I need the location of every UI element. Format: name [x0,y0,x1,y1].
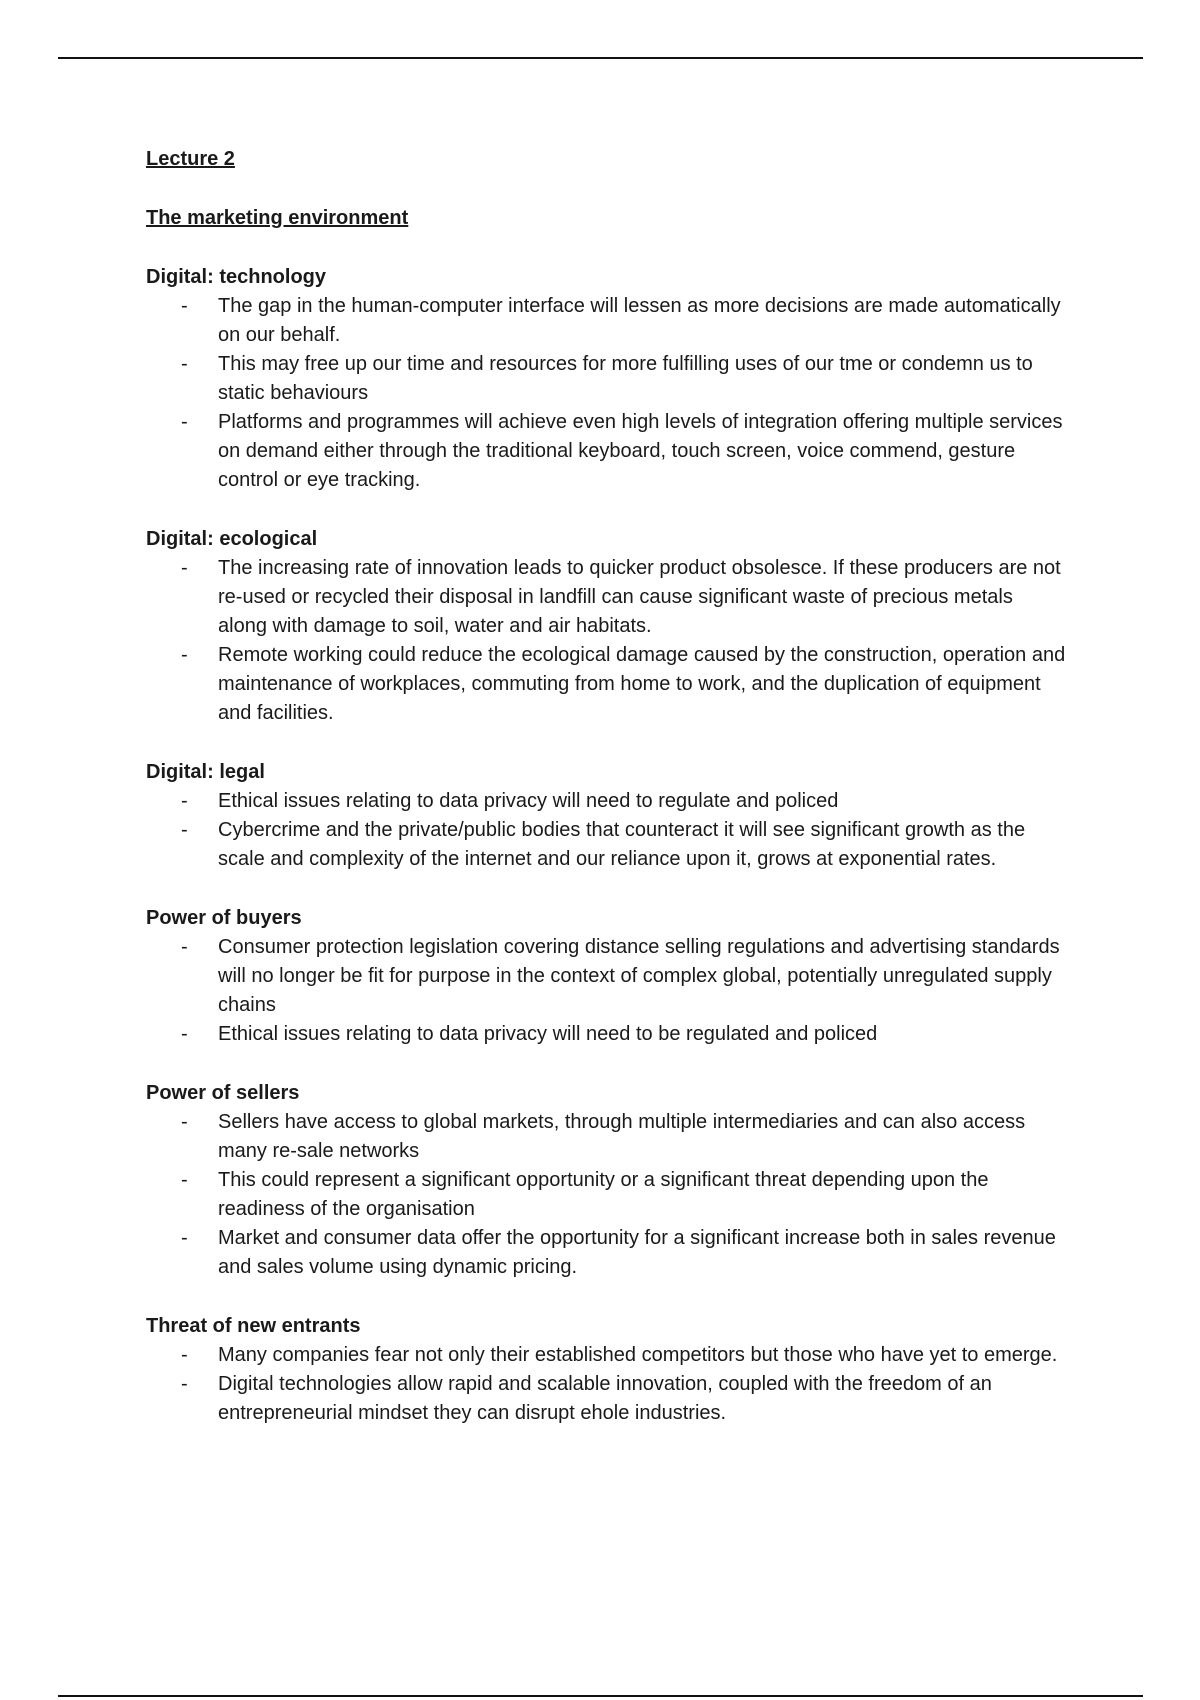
section-heading: Threat of new entrants [146,1315,361,1337]
bullet-text: The increasing rate of innovation leads to quicker product obsolesce. If these producers are not re-used or recycled their disposal in landfill can cause significant waste of precious metals along with damage to soil, water and air habitats. [218,557,1061,637]
bullet-dash-icon: - [181,295,188,317]
bullet-list [146,933,1066,1049]
bullet-dash-icon: - [181,1169,188,1191]
sections-container [146,263,1066,1428]
bullet-item [146,554,1066,641]
bullet-item [146,1020,1066,1049]
bullet-list [146,1108,1066,1282]
bullet-item [146,350,1066,408]
bullet-dash-icon: - [181,819,188,841]
bullet-dash-icon: - [181,353,188,375]
bullet-text: Ethical issues relating to data privacy will need to regulate and policed [218,790,839,812]
section [146,263,1066,495]
bullet-text: Remote working could reduce the ecological damage caused by the construction, operation and maintenance of workplaces, commuting from home to work, and the duplication of equipment and facilities. [218,644,1066,724]
bullet-text: Sellers have access to global markets, through multiple intermediaries and can also access many re-sale networks [218,1111,1026,1162]
bullet-item [146,408,1066,495]
bullet-text: This may free up our time and resources for more fulfilling uses of our tme or condemn us to static behaviours [218,353,1033,404]
page-subtitle: The marketing environment [146,207,409,229]
bullet-text: Cybercrime and the private/public bodies that counteract it will see significant growth as the scale and complexity of the internet and our reliance upon it, grows at exponential rates. [218,819,1026,870]
bullet-item [146,1108,1066,1166]
bullet-list [146,554,1066,728]
bullet-text: Many companies fear not only their established competitors but those who have yet to emerge. [218,1344,1058,1366]
bullet-item [146,1370,1066,1428]
section [146,758,1066,874]
bullet-text: Consumer protection legislation covering distance selling regulations and advertising standards will no longer be fit for purpose in the context of complex global, potentially unregulated supply chains [218,936,1060,1016]
footer-rule [58,1695,1143,1697]
bullet-dash-icon: - [181,1344,188,1366]
section [146,904,1066,1049]
bullet-item [146,292,1066,350]
section-heading: Digital: legal [146,761,265,783]
section-heading: Power of sellers [146,1082,300,1104]
bullet-dash-icon: - [181,1227,188,1249]
bullet-dash-icon: - [181,1023,188,1045]
bullet-item [146,1341,1066,1370]
document-body [146,145,1066,1458]
bullet-text: Ethical issues relating to data privacy will need to be regulated and policed [218,1023,878,1045]
bullet-dash-icon: - [181,936,188,958]
section [146,1079,1066,1282]
bullet-text: This could represent a significant opportunity or a significant threat depending upon the readiness of the organisation [218,1169,989,1220]
bullet-dash-icon: - [181,411,188,433]
bullet-dash-icon: - [181,1373,188,1395]
bullet-item [146,816,1066,874]
section-heading: Digital: ecological [146,528,318,550]
header-rule [58,57,1143,59]
bullet-text: The gap in the human-computer interface will lessen as more decisions are made automatically on our behalf. [218,295,1061,346]
bullet-text: Platforms and programmes will achieve even high levels of integration offering multiple services on demand either through the traditional keyboard, touch screen, voice commend, gesture control or eye tracking. [218,411,1063,491]
bullet-item [146,787,1066,816]
bullet-list [146,787,1066,874]
section-heading: Digital: technology [146,266,326,288]
bullet-item [146,1224,1066,1282]
section [146,1312,1066,1428]
bullet-list [146,1341,1066,1428]
bullet-item [146,1166,1066,1224]
bullet-list [146,292,1066,495]
bullet-text: Digital technologies allow rapid and scalable innovation, coupled with the freedom of an entrepreneurial mindset they can disrupt ehole industries. [218,1373,992,1424]
section [146,525,1066,728]
bullet-item [146,933,1066,1020]
bullet-item [146,641,1066,728]
section-heading: Power of buyers [146,907,302,929]
bullet-dash-icon: - [181,644,188,666]
bullet-text: Market and consumer data offer the opportunity for a significant increase both in sales revenue and sales volume using dynamic pricing. [218,1227,1056,1278]
bullet-dash-icon: - [181,1111,188,1133]
lecture-title: Lecture 2 [146,148,235,170]
bullet-dash-icon: - [181,790,188,812]
bullet-dash-icon: - [181,557,188,579]
